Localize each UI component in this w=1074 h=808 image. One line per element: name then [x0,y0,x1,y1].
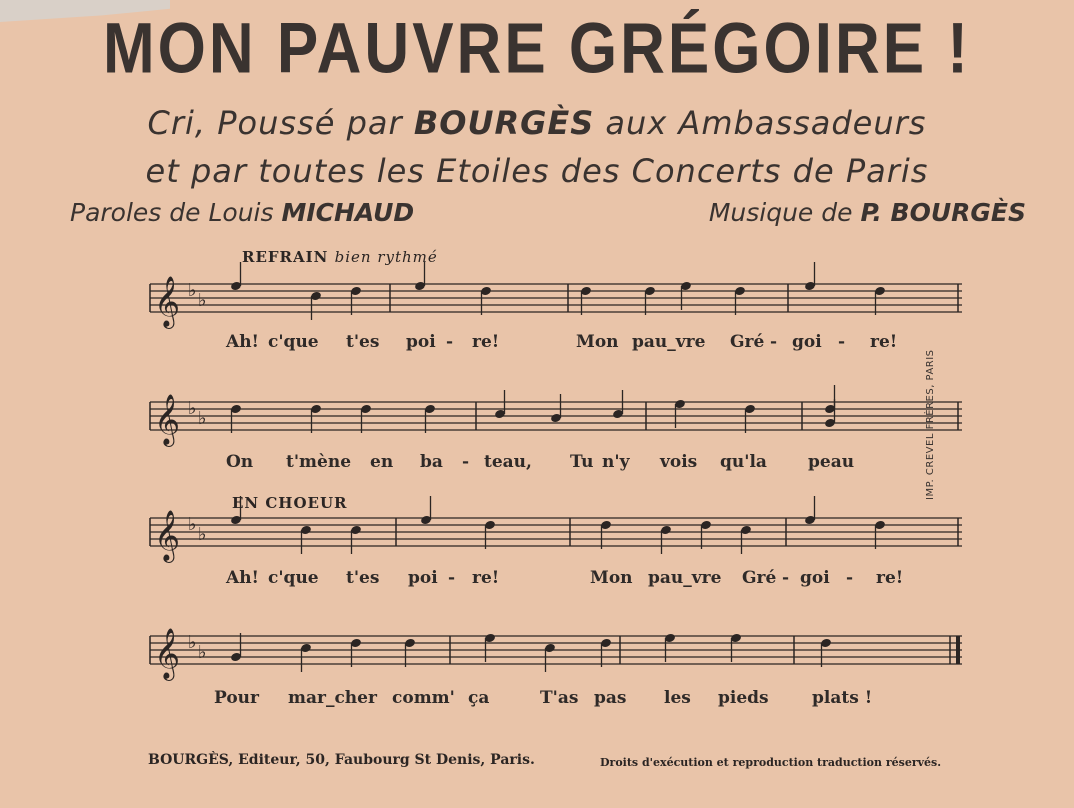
lyric-syllable: n'y [602,452,630,472]
lyric-syllable: en [370,452,394,472]
lyricist-credit [70,198,414,227]
lyric-syllable: pau_vre [632,332,706,352]
lyric-syllable: peau [808,452,855,472]
staff-1 [150,276,962,327]
song-title: MON PAUVRE GRÉGOIRE ! [103,9,971,89]
lyric-syllable: ça [468,688,490,708]
lyric-syllable: Ah! [226,568,260,588]
lyric-syllable: re! [876,568,904,588]
lyric-syllable: re! [472,332,500,352]
chorus-mark [232,494,348,512]
composer-credit [709,198,1026,227]
lyric-syllable: - [782,568,790,588]
lyric-syllable: vois [660,452,698,472]
flat-sign-icon: ♭ [188,398,197,419]
lyric-syllable: Pour [214,688,259,708]
flat-sign-icon: ♭ [198,642,207,663]
flat-sign-icon: ♭ [188,514,197,535]
lyric-syllable: - [770,332,778,352]
lyric-syllable: pieds [718,688,769,708]
lyric-syllable: Gré [742,568,777,588]
lyric-syllable: les [664,688,691,708]
staff-lines [150,276,962,327]
flat-sign-icon: ♭ [198,290,207,311]
lyric-syllable: c'que [268,332,319,352]
lyric-syllable: - [838,332,846,352]
staff-lines [150,394,962,445]
lyric-syllable: Mon [576,332,619,352]
lyric-syllable: T'as [540,688,579,708]
staff-4 [150,628,962,679]
lyric-syllable: re! [870,332,898,352]
lyric-syllable: pas [594,688,627,708]
lyric-syllable: - [846,568,854,588]
lyric-syllable: plats ! [812,688,873,708]
treble-clef-icon: 𝄞 [154,276,181,327]
lyric-syllable: ba [420,452,443,472]
performer-name: BOURGÈS [413,104,595,142]
lyrics-line-2 [0,452,1074,476]
composer-prefix: Musique de [708,198,861,227]
staff-2 [150,394,962,445]
rights-footer: Droits d'exécution et reproduction traduction réservés. [600,756,942,769]
lyric-syllable: comm' [392,688,455,708]
treble-clef-icon: 𝄞 [154,394,181,445]
tempo-direction: bien rythmé [334,248,438,266]
lyric-syllable: t'es [346,332,380,352]
lyric-syllable: goi [792,332,822,352]
lyric-syllable: t'es [346,568,380,588]
staff-lines [150,510,962,561]
staff-3 [150,510,962,561]
lyrics-line-1 [0,332,1074,356]
lyric-syllable: - [448,568,456,588]
flat-sign-icon: ♭ [188,280,197,301]
lyric-syllable: - [462,452,470,472]
staff-lines [150,628,962,679]
lyric-syllable: - [446,332,454,352]
printer-imprint: IMP. CREVEL FRÈRES, PARIS [925,349,936,500]
lyric-syllable: teau, [484,452,532,472]
lyric-syllable: qu'la [720,452,767,472]
lyric-syllable: Mon [590,568,633,588]
subtitle-line-2: et par toutes les Etoiles des Concerts de Paris [145,152,929,190]
flat-sign-icon: ♭ [188,632,197,653]
refrain-label: REFRAIN [242,248,329,266]
treble-clef-icon: 𝄞 [154,628,181,679]
lyric-syllable: t'mène [286,452,352,472]
refrain-mark [242,248,438,266]
lyric-syllable: Ah! [226,332,260,352]
lyricist-name: MICHAUD [281,198,415,227]
chorus-label: EN CHOEUR [232,494,348,512]
subtitle-suffix: aux Ambassadeurs [594,104,927,142]
lyric-syllable: re! [472,568,500,588]
lyricist-prefix: Paroles de Louis [70,198,282,227]
flat-sign-icon: ♭ [198,524,207,545]
subtitle-prefix: Cri, Poussé par [147,104,414,142]
lyric-syllable: Tu [570,452,594,472]
composer-name: P. BOURGÈS [860,198,1026,227]
lyric-syllable: Gré [730,332,765,352]
subtitle-line-1 [0,104,1074,142]
lyric-syllable: goi [800,568,830,588]
lyric-syllable: poi [406,332,436,352]
flat-sign-icon: ♭ [198,408,207,429]
lyric-syllable: c'que [268,568,319,588]
lyrics-line-4 [0,688,1074,712]
lyric-syllable: pau_vre [648,568,722,588]
lyric-syllable: poi [408,568,438,588]
lyric-syllable: On [226,452,254,472]
treble-clef-icon: 𝄞 [154,510,181,561]
lyrics-line-3 [0,568,1074,592]
lyric-syllable: mar_cher [288,688,377,708]
publisher-footer: BOURGÈS, Editeur, 50, Faubourg St Denis, Paris. [148,752,535,768]
